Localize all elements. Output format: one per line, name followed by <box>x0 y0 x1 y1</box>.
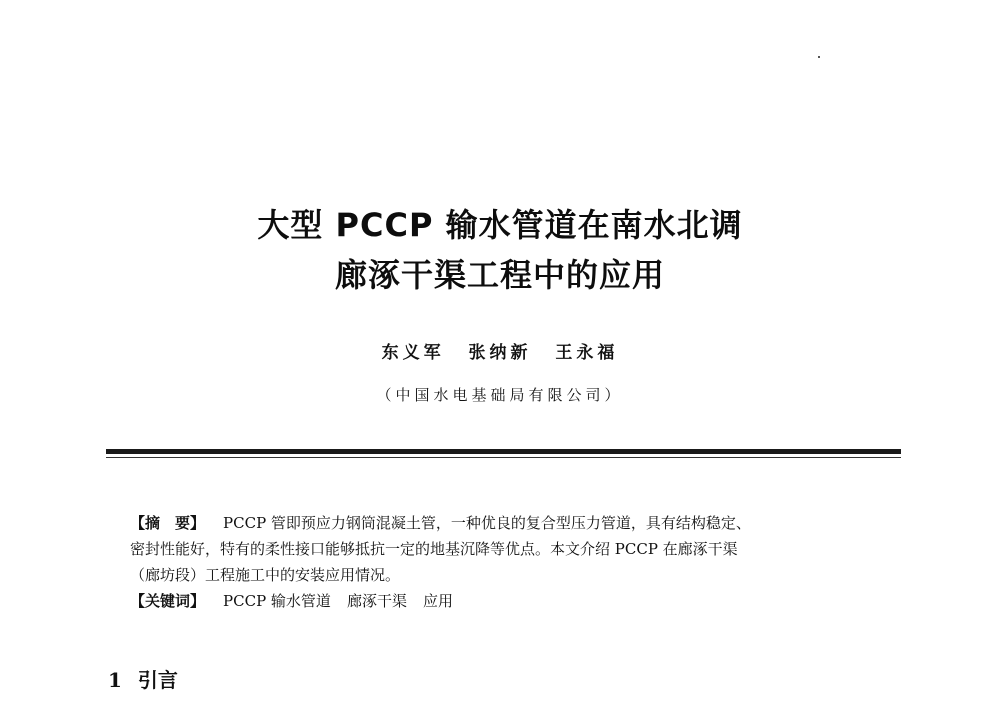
author-name: 王永福 <box>555 343 619 363</box>
section-heading <box>108 664 178 693</box>
section-title: 引言 <box>137 668 178 692</box>
header-rule-thick <box>106 449 901 454</box>
author-name: 张纳新 <box>468 343 532 363</box>
author-list <box>0 338 1000 363</box>
section-number: 1 <box>108 668 122 692</box>
abstract-line-3: （廊坊段）工程施工中的安装应用情况。 <box>130 566 401 584</box>
abstract-text: PCCP 管即预应力钢筒混凝土管，一种优良的复合型压力管道，具有结构稳定、 <box>223 514 751 532</box>
abstract-line-1 <box>130 510 880 536</box>
paper-title-line-2: 廊涿干渠工程中的应用 <box>334 256 665 294</box>
keyword: 应用 <box>422 592 453 610</box>
keywords-label: 【关键词】 <box>130 592 206 610</box>
abstract-label: 【摘 要】 <box>130 514 206 532</box>
keyword: 廊涿干渠 <box>346 592 407 610</box>
corner-speck <box>818 56 820 58</box>
keywords-line <box>130 588 880 614</box>
abstract-line-2: 密封性能好，特有的柔性接口能够抵抗一定的地基沉降等优点。本文介绍 PCCP 在廊涿干渠 <box>130 540 738 558</box>
author-name: 东义军 <box>381 343 445 363</box>
paper-title-line-1: 大型 PCCP 输水管道在南水北调 <box>257 206 743 244</box>
abstract-block <box>130 510 880 614</box>
affiliation: （中国水电基础局有限公司） <box>376 386 624 404</box>
keyword: PCCP 输水管道 <box>223 592 331 610</box>
header-rule-thin <box>106 457 901 458</box>
